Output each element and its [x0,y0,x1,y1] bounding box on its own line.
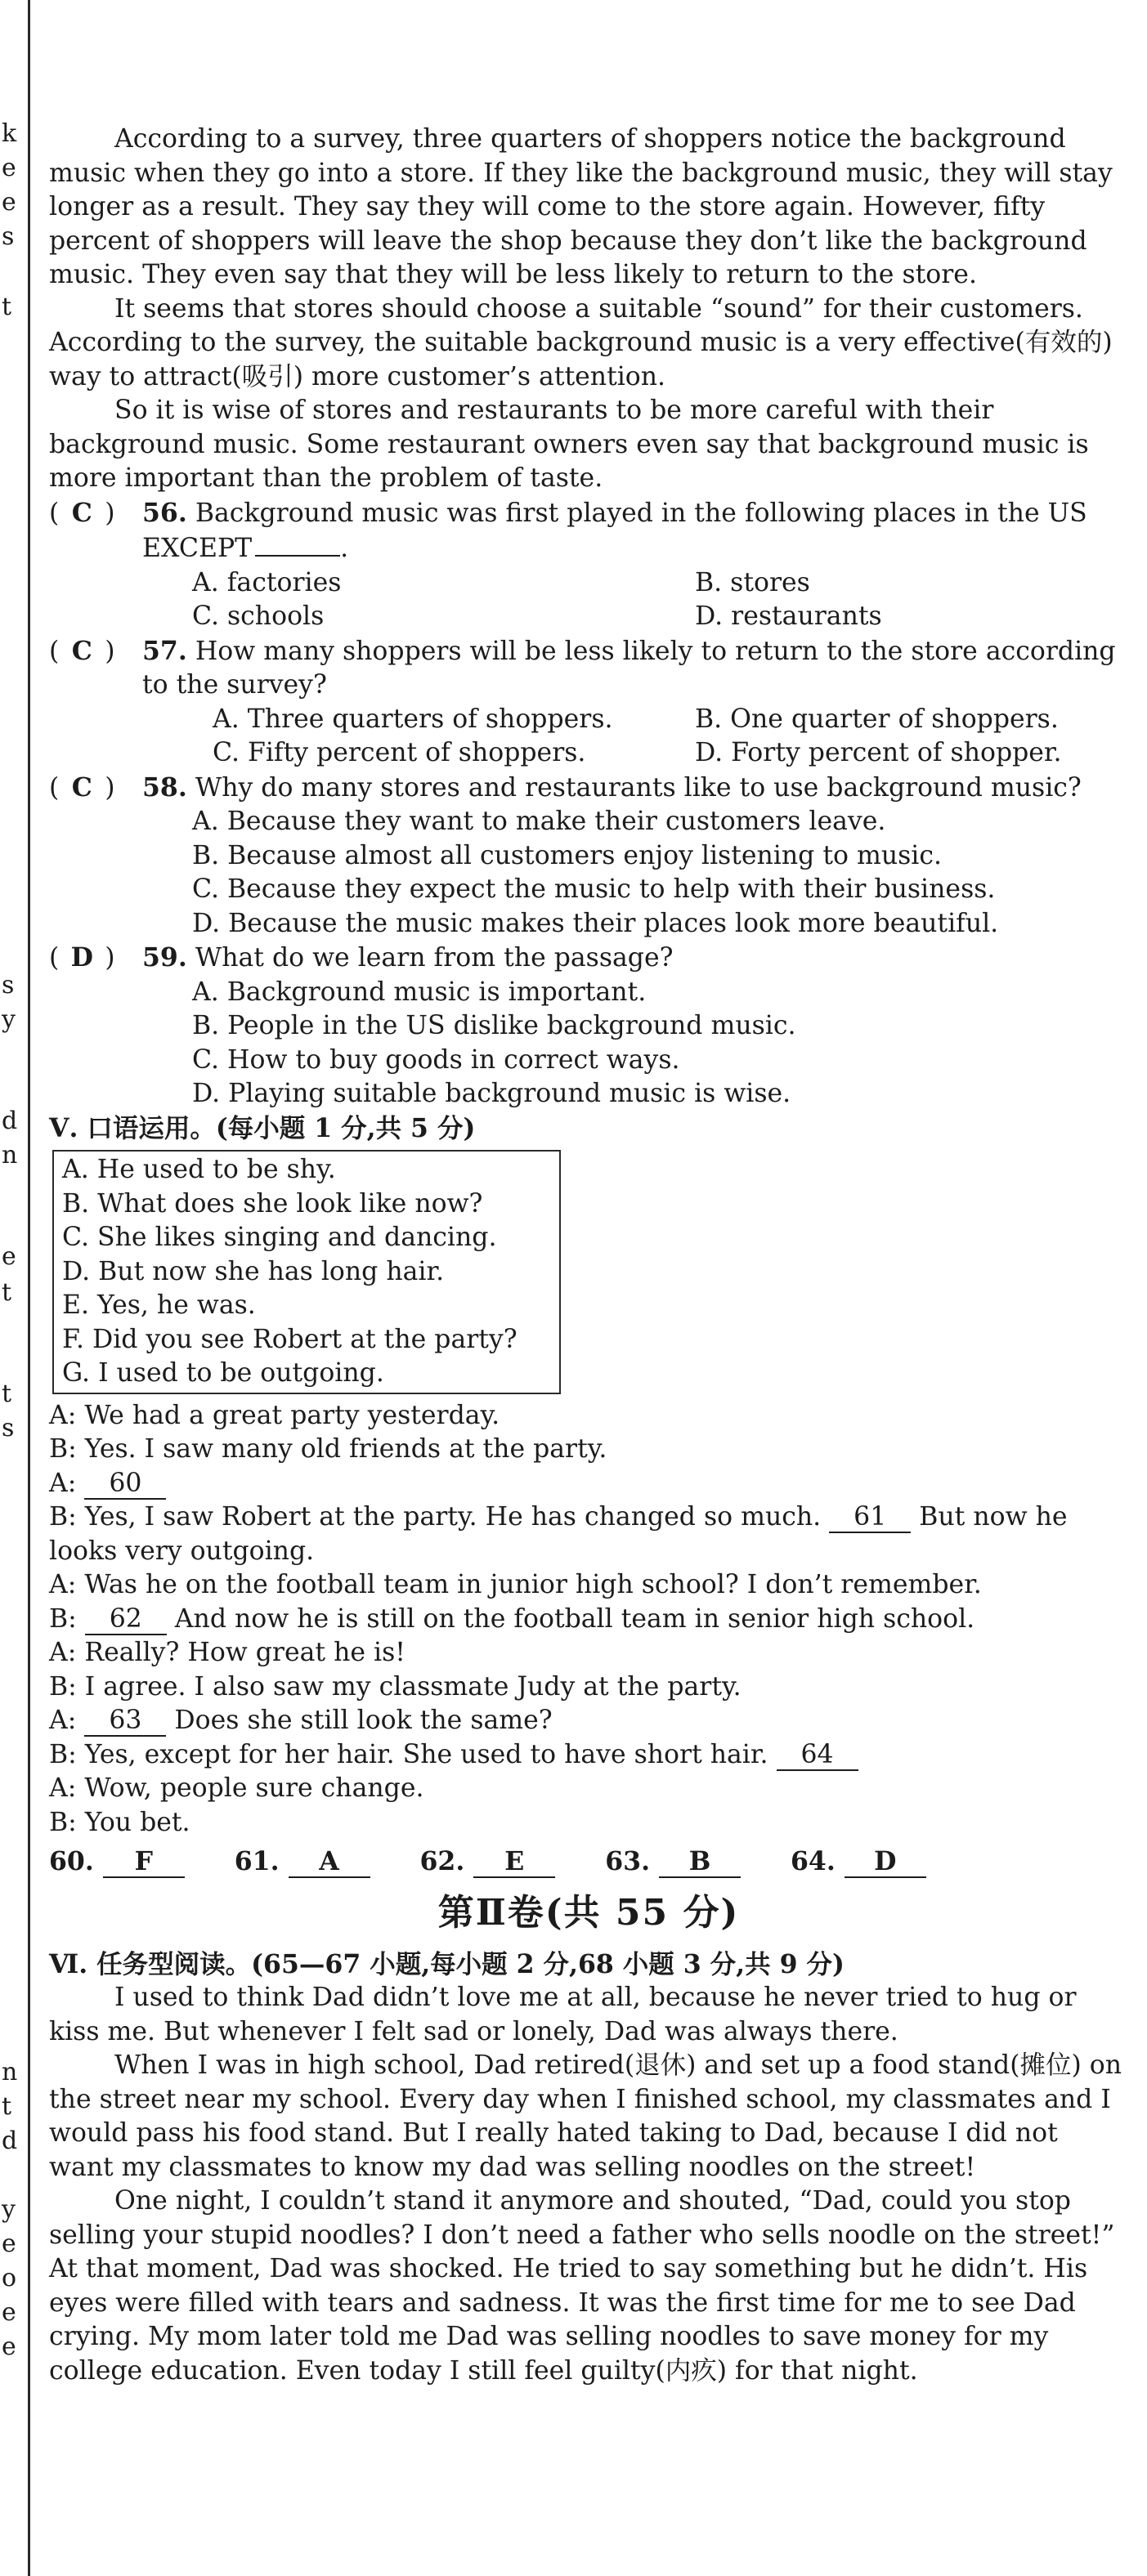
question-number: 59. [142,942,187,973]
question-text: How many shoppers will be less likely to return to the store according to the survey? [142,636,1116,700]
edge-letter: s [2,1414,15,1442]
edge-letter: k [2,119,17,148]
blank-64: 64 [777,1740,858,1771]
section-5-title: Ⅴ. 口语运用。(每小题 1 分,共 5 分) [49,1112,476,1143]
dialogue-line [49,1704,1128,1738]
dialogue-text: B: Yes, I saw Robert at the party. He has changed so much. [49,1502,822,1532]
answer-number: 64. [791,1846,836,1876]
option: B. Because almost all customers enjoy listening to music. [192,840,943,870]
answer-letter: C [71,771,92,803]
story-paragraph: One night, I couldn’t stand it anymore and shouted, “Dad, could you stop selling your stupid noodles? I don’t need a father who sells noodle on the street!” At that moment, Dad was shocked. He tried to say something but he didn’t. His eyes were filled with tears and sadness. It was the first time for me to see Dad crying. My mom later told me Dad was selling noodles to save money for my college education. Even today I still feel guilty(内疚) for that night. [49,2186,1115,2386]
answer-number: 62. [419,1846,465,1876]
section-6-title: Ⅵ. 任务型阅读。(65—67 小题,每小题 2 分,68 小题 3 分,共 9 分) [49,1948,845,1979]
answer-bracket: ( C ) [49,771,115,806]
blank-61: 61 [829,1502,911,1533]
question-stem [142,771,1128,806]
answer-bracket: ( D ) [49,941,115,976]
options-57 [49,703,1128,771]
question-stem [142,634,1128,703]
question-number: 56. [142,497,187,528]
dialogue-line [49,1500,1128,1568]
question-57 [49,634,1128,703]
options-58 [49,805,1128,941]
edge-letter: t [2,2092,12,2121]
dialogue-line [49,1467,1128,1501]
answer-letter: C [71,635,92,666]
answer-item [49,1845,185,1879]
edge-letter: o [2,2264,17,2292]
edge-letter: d [2,1107,18,1135]
story-paragraph: I used to think Dad didn’t love me at all, because he never tried to hug or kiss me. But whenever I felt sad or lonely, Dad was always there. [49,1983,1077,2046]
edge-letter: t [2,1380,12,1408]
edge-letter: e [2,2332,16,2361]
passage-paragraph: So it is wise of stores and restaurants to be more careful with their background music. Some restaurant owners even say that background music is more important than the problem of taste. [49,396,1089,493]
dialogue-line: A: Was he on the football team in junior high school? I don’t remember. [49,1570,982,1599]
option: C. schools [192,602,325,631]
dialogue-text: But now he looks very outgoing. [49,1502,1068,1566]
answer-letter: C [71,497,92,528]
answer-number: 60. [49,1846,94,1876]
options-box [52,1150,561,1394]
dialogue-text: Does she still look the same? [174,1706,553,1735]
option: B. People in the US dislike background music. [192,1011,796,1040]
question-stem [142,941,1128,976]
blank-62: 62 [85,1604,167,1635]
dialogue-line [49,1738,1128,1773]
option: D. Because the music makes their places look more beautiful. [192,908,999,938]
dialogue-line [49,1603,1128,1637]
edge-letter: s [2,971,15,1000]
box-option: G. I used to be outgoing. [62,1358,384,1388]
box-option: E. Yes, he was. [62,1290,256,1320]
answer-blank [255,530,340,557]
answer-value: B [659,1847,741,1878]
question-text-end: . [340,534,349,563]
answer-number: 63. [605,1846,651,1876]
question-58 [49,771,1128,806]
blank-60: 60 [84,1469,166,1500]
answer-letter: D [70,942,93,973]
dialogue [49,1399,1128,1840]
answer-item [235,1845,370,1879]
edge-letter: e [2,2298,16,2327]
dialogue-line: B: I agree. I also saw my classmate Judy at the party. [49,1671,742,1702]
options-59 [49,976,1128,1111]
edge-letter: e [2,2229,16,2258]
dialogue-line: B: You bet. [49,1807,190,1837]
speaker: A: [49,1706,77,1735]
speaker: A: [49,1468,77,1498]
answer-row [49,1845,1128,1879]
answer-value: E [473,1847,555,1878]
edge-letter: y [2,1005,16,1034]
option: B. One quarter of shoppers. [695,704,1059,734]
question-59 [49,941,1128,976]
question-stem [142,496,1128,566]
box-option: D. But now she has long hair. [62,1256,445,1286]
option: D. Playing suitable background music is wise. [192,1079,791,1108]
answer-value: F [103,1847,185,1878]
option: B. stores [695,567,810,597]
option: A. Because they want to make their customers leave. [192,807,886,836]
edge-letter: n [2,1141,18,1169]
edge-letter: e [2,1242,16,1271]
box-option: F. Did you see Robert at the party? [62,1324,517,1354]
option: C. Fifty percent of shoppers. [213,738,586,767]
question-text: Why do many stores and restaurants like to use background music? [195,772,1082,803]
edge-letter: n [2,2058,18,2086]
edge-letter: s [2,222,15,251]
dialogue-text: And now he is still on the football team in senior high school. [174,1603,975,1634]
story-paragraph: When I was in high school, Dad retired(退休) and set up a food stand(摊位) on the street near my school. Every day when I finished school, my classmates and I would pass his food stand. But I really hated taking to Dad, because I did not want my classmates to know my dad was selling noodles on the street! [49,2051,1122,2182]
dialogue-line: A: Really? How great he is! [49,1638,405,1667]
option: A. factories [192,567,342,597]
options-56 [49,566,1128,634]
option: A. Background music is important. [192,977,647,1007]
answer-item [791,1845,926,1879]
option: D. Forty percent of shopper. [695,738,1062,767]
speaker: B: [49,1603,77,1634]
question-text: Background music was first played in the following places in the US EXCEPT [142,498,1087,563]
edge-letter: d [2,2127,18,2155]
answer-value: A [289,1847,370,1878]
option: C. How to buy goods in correct ways. [192,1044,680,1075]
answer-value: D [845,1847,926,1878]
answer-item [420,1845,556,1879]
edge-letter: e [2,154,16,182]
box-option: A. He used to be shy. [62,1155,336,1184]
passage-paragraph: It seems that stores should choose a suitable “sound” for their customers. According to the survey, the suitable background music is a very effective(有效的) way to attract(吸引) more customer’s attention. [49,293,1113,391]
answer-bracket: ( C ) [49,496,115,531]
dialogue-line: A: Wow, people sure change. [49,1773,424,1803]
blank-63: 63 [84,1706,166,1737]
edge-letter: e [2,188,16,217]
box-option: C. She likes singing and dancing. [62,1223,497,1252]
question-number: 57. [142,635,187,666]
worksheet-page [49,123,1128,2388]
dialogue-line: A: We had a great party yesterday. [49,1400,500,1430]
option: D. restaurants [695,602,882,631]
question-text: What do we learn from the passage? [195,943,674,973]
left-page-edge [0,0,30,2576]
edge-letter: t [2,293,12,321]
option: C. Because they expect the music to help with their business. [192,874,996,904]
part-2-title: 第Ⅱ卷(共 55 分) [437,1891,740,1934]
edge-letter: t [2,1278,12,1307]
box-option: B. What does she look like now? [62,1188,483,1219]
answer-number: 61. [234,1846,280,1876]
answer-item [605,1845,741,1879]
passage-paragraph: According to a survey, three quarters of shoppers notice the background music when they go into a store. If they like the background music, they will stay longer as a result. They say they will come to the store again. However, fifty percent of shoppers will leave the shop because they don’t like the background music. They even say that they will be less likely to return to the store. [49,124,1113,289]
dialogue-line: B: Yes. I saw many old friends at the party. [49,1434,607,1464]
option: A. Three quarters of shoppers. [213,704,613,734]
edge-letter: y [2,2195,16,2224]
dialogue-text: B: Yes, except for her hair. She used to have short hair. [49,1739,768,1769]
question-56 [49,496,1128,566]
answer-bracket: ( C ) [49,634,115,669]
question-number: 58. [142,771,187,803]
